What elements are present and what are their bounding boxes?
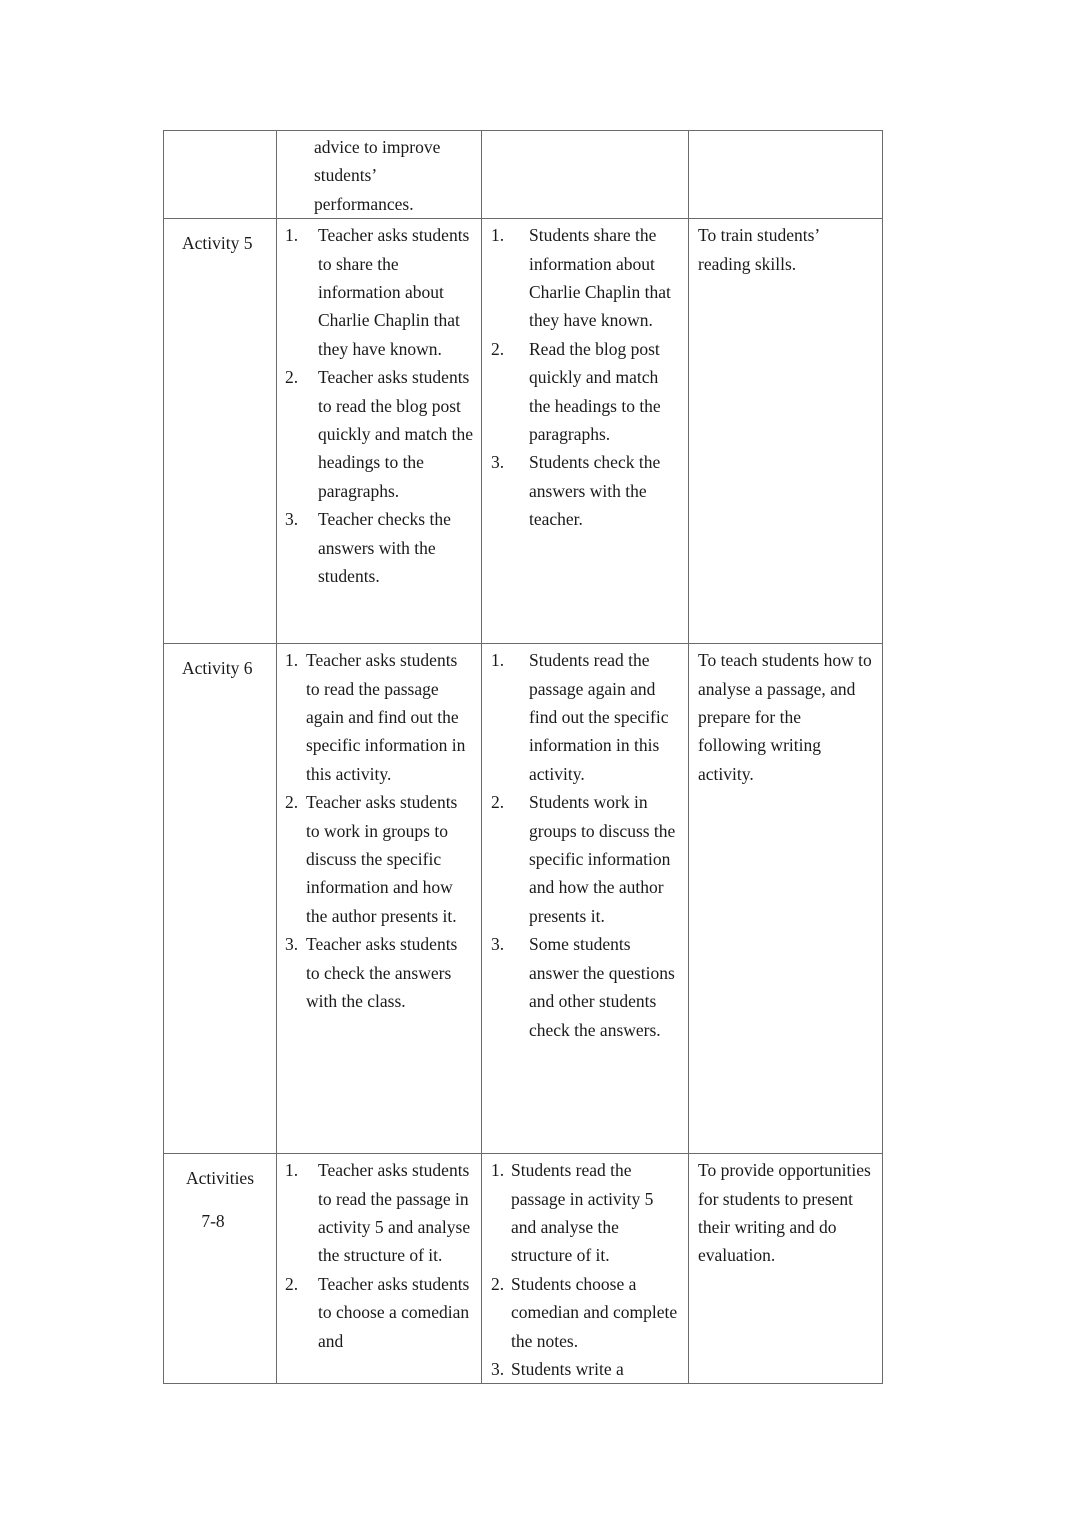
list-item (277, 505, 475, 590)
teacher-steps-list (277, 219, 481, 590)
step-text: Teacher asks students to choose a comedian and (318, 1273, 470, 1351)
step-text: Some students answer the questions and other students check the answers. (529, 934, 675, 1040)
student-activity-cell (482, 219, 689, 644)
step-number: 3. (491, 934, 505, 955)
activity-label: Activity 6 (182, 658, 253, 679)
activity-cell (164, 131, 277, 219)
teacher-steps-list (277, 1154, 481, 1355)
teacher-continuation-text: advice to improve students’ performances. (314, 137, 441, 214)
step-number: 1. (491, 225, 505, 246)
step-number: 3. (491, 1359, 505, 1380)
step-text: Teacher asks students to read the passage in activity 5 and analyse the structure of it. (318, 1160, 471, 1266)
activity-cell (164, 219, 277, 644)
list-item (277, 1270, 475, 1355)
step-number: 2. (491, 792, 505, 813)
step-text: Teacher checks the answers with the students. (318, 509, 451, 587)
activity-label: Activity 5 (182, 233, 253, 254)
purpose-cell (689, 1154, 883, 1384)
student-steps-list (482, 644, 688, 1044)
step-number: 2. (285, 792, 299, 813)
step-number: 3. (285, 509, 299, 530)
student-activity-cell (482, 131, 689, 219)
teacher-activity-cell (277, 1154, 482, 1384)
list-item (482, 646, 682, 788)
step-text: Teacher asks students to check the answers with the class. (306, 934, 458, 1012)
step-text: Teacher asks students to share the information about Charlie Chaplin that they have known. (318, 225, 470, 359)
list-item (482, 221, 682, 335)
list-item (482, 335, 682, 449)
activity-cell (164, 644, 277, 1154)
activity-label-main: Activities (185, 1168, 255, 1189)
step-text: Teacher asks students to read the passage again and find out the specific information in this activity. (306, 650, 466, 784)
list-item (277, 646, 475, 788)
step-number: 2. (491, 1273, 505, 1294)
teacher-activity-cell (277, 131, 482, 219)
list-item (482, 1156, 682, 1270)
teacher-activity-cell (277, 219, 482, 644)
purpose-text: To train students’ reading skills. (698, 225, 819, 274)
purpose-text: To provide opportunities for students to present their writing and do evaluation. (698, 1160, 871, 1266)
step-number: 1. (285, 1160, 299, 1181)
purpose-text: To teach students how to analyse a passage, and prepare for the following writing activity. (698, 650, 872, 784)
step-number: 3. (285, 934, 299, 955)
student-activity-cell (482, 1154, 689, 1384)
teacher-activity-cell (277, 644, 482, 1154)
lesson-plan-table (163, 130, 883, 1384)
purpose-cell (689, 219, 883, 644)
step-number: 3. (491, 452, 505, 473)
table-row (164, 219, 883, 644)
step-number: 2. (285, 1273, 299, 1294)
student-steps-list (482, 219, 688, 533)
step-number: 2. (491, 338, 505, 359)
list-item (277, 363, 475, 505)
activity-label (164, 1154, 276, 1235)
activity-cell (164, 1154, 277, 1384)
list-item (277, 221, 475, 363)
step-text: Teacher asks students to work in groups to discuss the specific information and how the author presents it. (306, 792, 458, 926)
student-steps-list (482, 1154, 688, 1383)
list-item (482, 1270, 682, 1355)
list-item (482, 448, 682, 533)
step-text: Students write a (511, 1359, 624, 1380)
step-text: Students choose a comedian and complete the notes. (511, 1273, 678, 1351)
step-text: Read the blog post quickly and match the headings to the paragraphs. (529, 338, 661, 445)
activity-label-sub: 7-8 (201, 1210, 225, 1231)
list-item (482, 788, 682, 930)
step-text: Students work in groups to discuss the specific information and how the author presents it. (529, 792, 676, 926)
step-number: 1. (491, 650, 505, 671)
table-row (164, 131, 883, 219)
purpose-cell (689, 644, 883, 1154)
list-item (482, 1355, 682, 1383)
teacher-steps-list (277, 644, 481, 1015)
step-text: Students check the answers with the teacher. (529, 452, 661, 530)
step-number: 1. (491, 1160, 505, 1181)
table-row (164, 1154, 883, 1384)
purpose-cell (689, 131, 883, 219)
step-text: Students share the information about Charlie Chaplin that they have known. (529, 225, 671, 331)
step-number: 1. (285, 225, 299, 246)
table-row (164, 644, 883, 1154)
list-item (277, 788, 475, 930)
list-item (277, 1156, 475, 1270)
list-item (482, 930, 682, 1044)
student-activity-cell (482, 644, 689, 1154)
step-number: 2. (285, 367, 299, 388)
list-item (277, 930, 475, 1015)
step-number: 1. (285, 650, 299, 671)
step-text: Students read the passage in activity 5 and analyse the structure of it. (511, 1160, 654, 1266)
step-text: Students read the passage again and find out the specific information in this activity. (529, 650, 669, 784)
step-text: Teacher asks students to read the blog post quickly and match the headings to the paragraphs. (318, 367, 474, 501)
